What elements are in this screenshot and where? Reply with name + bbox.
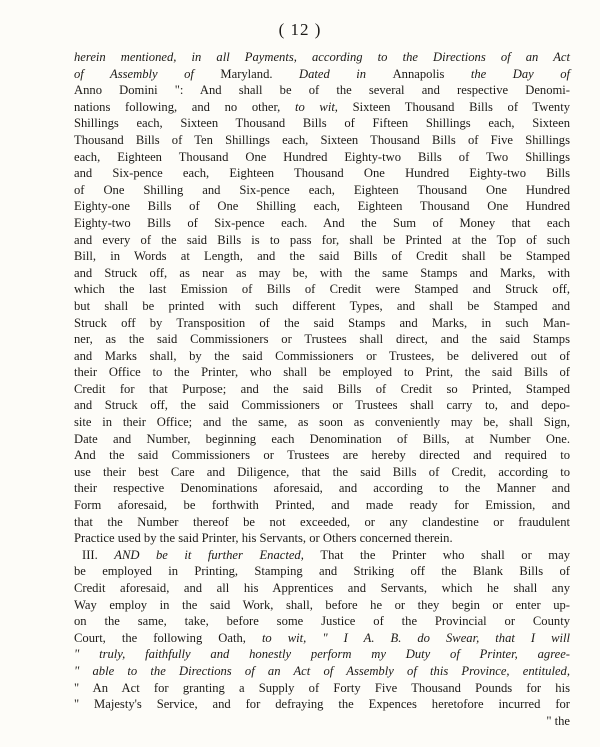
text-segment: III.: [82, 547, 115, 562]
text-segment: ner, as the said Commissioners or Trustees shall direct, and the said Stamps: [74, 332, 570, 347]
text-line: [74, 66, 570, 83]
text-segment: Struck off by Transposition of the said Stamps and Marks, in such Man-: [74, 315, 570, 330]
text-segment: " An Act for granting a Supply of Forty Five Thousand Pounds for his: [74, 680, 570, 695]
text-line: [74, 480, 570, 497]
text-segment: the Day of: [470, 66, 570, 81]
text-segment: site in their Office; and the same, as soon as conveniently may be, shall Sign,: [74, 415, 570, 430]
text-segment: to wit,: [294, 99, 353, 114]
text-segment: Way employ in the said Work, shall, before he or they begin or enter up-: [74, 597, 570, 612]
text-line: [74, 348, 570, 365]
text-line: [74, 265, 570, 282]
text-segment: Dated in: [299, 66, 393, 81]
text-line: [74, 165, 570, 182]
text-line: [74, 115, 570, 132]
text-segment: AND be it further Enacted,: [114, 547, 321, 562]
text-line: [74, 198, 570, 215]
text-line: [74, 663, 570, 680]
text-line: [74, 182, 570, 199]
text-segment: Eighty-two Bills of Six-pence each. And the Sum of Money that each: [74, 215, 570, 230]
text-segment: and Six-pence each, Eighteen Thousand One Hundred Eighty-two Bills: [74, 166, 570, 181]
body-text: [74, 49, 570, 729]
text-line: [74, 49, 570, 66]
text-line: [74, 298, 570, 315]
text-line: [74, 99, 570, 116]
text-segment: herein mentioned, in all Payments, according to the Directions of an Act: [74, 50, 570, 64]
text-line: [74, 331, 570, 348]
text-segment: Annapolis: [392, 66, 471, 81]
text-segment: that the Number thereof be not exceeded, or any clandestine or fraudulent: [74, 514, 570, 529]
text-line: [74, 580, 570, 597]
text-line: [74, 248, 570, 265]
text-segment: their respective Denominations aforesaid, and according to the Manner and: [74, 481, 570, 496]
text-segment: and Marks shall, by the said Commissioners or Trustees, be delivered out of: [74, 348, 570, 363]
text-segment: And the said Commissioners or Trustees are hereby directed and required to: [74, 448, 570, 463]
text-segment: Credit for that Purpose; and the said Bills of Credit so Printed, Stamped: [74, 381, 570, 396]
text-line: [74, 514, 570, 531]
text-line: [74, 530, 570, 547]
text-line: [74, 397, 570, 414]
text-segment: their Office to the Printer, who shall be employed to Print, the said Bills of: [74, 365, 570, 380]
text-line: [74, 215, 570, 232]
text-segment: " Majesty's Service, and for defraying the Expences heretofore incurred for: [74, 697, 570, 712]
text-segment: Bill, in Words at Length, and the said Bills of Credit shall be Stamped: [74, 249, 570, 264]
text-segment: Sixteen Thousand Bills of Twenty: [352, 99, 571, 114]
text-line: [74, 563, 570, 580]
text-segment: Eighty-one Bills of One Shilling each, Eighteen Thousand One Hundred: [74, 199, 570, 214]
text-line: [74, 696, 570, 713]
text-line: [74, 431, 570, 448]
text-line: [74, 414, 570, 431]
text-line: [74, 497, 570, 514]
text-segment: and Struck off, the said Commissioners or Trustees shall carry to, and depo-: [74, 398, 570, 413]
text-segment: Maryland.: [220, 66, 300, 81]
text-line: [74, 447, 570, 464]
text-line: [74, 381, 570, 398]
text-segment: use their best Care and Diligence, that the said Bills of Credit, according to: [74, 464, 570, 479]
text-segment: but shall be printed with such different Types, and shall be Stamped and: [74, 298, 570, 313]
text-line: [74, 680, 570, 697]
text-segment: of One Shilling and Six-pence each, Eighteen Thousand One Hundred: [74, 182, 570, 197]
text-segment: Practice used by the said Printer, his Servants, or Others concerned therein.: [74, 531, 453, 546]
text-line: [74, 613, 570, 630]
text-line: [74, 82, 570, 99]
text-line: [74, 547, 570, 564]
text-segment: " able to the Directions of an Act of Assembly of this Province, entituled,: [74, 663, 570, 678]
text-segment: Shillings each, Sixteen Thousand Bills of Fifteen Shillings each, Sixteen: [74, 116, 570, 131]
text-segment: each, Eighteen Thousand One Hundred Eighty-two Bills of Two Shillings: [74, 149, 570, 164]
text-segment: on the same, take, before some Justice of the Provincial or County: [74, 614, 570, 629]
text-segment: be employed in Printing, Stamping and Striking off the Blank Bills of: [74, 564, 570, 579]
text-line: [74, 464, 570, 481]
text-line: [74, 281, 570, 298]
text-segment: Credit aforesaid, and all his Apprentices and Servants, which he shall any: [74, 581, 570, 595]
text-line: [74, 149, 570, 166]
page-number: ( 12 ): [278, 20, 322, 39]
text-segment: " truly, faithfully and honestly perform my Duty of Printer, agree-: [74, 647, 570, 662]
text-line: [74, 232, 570, 249]
text-segment: which the last Emission of Bills of Credit were Stamped and Struck off,: [74, 282, 570, 297]
text-line: [74, 364, 570, 381]
text-segment: and every of the said Bills is to pass for, shall be Printed at the Top of such: [74, 232, 570, 247]
text-line: [74, 315, 570, 332]
text-segment: nations following, and no other,: [74, 99, 295, 114]
text-segment: That the Printer who shall or may: [320, 547, 570, 562]
text-segment: to wit,: [261, 630, 323, 645]
text-segment: Form aforesaid, be forthwith Printed, and made ready for Emission, and: [74, 498, 570, 513]
text-line: [74, 597, 570, 614]
text-segment: and Struck off, as near as may be, with the same Stamps and Marks, with: [74, 265, 570, 280]
text-line: [74, 630, 570, 647]
text-segment: Date and Number, beginning each Denomination of Bills, at Number One.: [74, 431, 570, 446]
text-line: [74, 646, 570, 663]
text-segment: " I A. B. do Swear, that I will: [322, 630, 571, 645]
text-segment: of Assembly of: [74, 66, 221, 81]
text-line: [74, 132, 570, 149]
text-line: [74, 713, 570, 730]
text-segment: Court, the following Oath,: [74, 630, 262, 645]
text-segment: Thousand Bills of Ten Shillings each, Sixteen Thousand Bills of Five Shillings: [74, 132, 570, 147]
text-segment: Anno Domini ": And shall be of the several and respective Denomi-: [74, 83, 570, 98]
text-segment: " the: [546, 713, 570, 728]
